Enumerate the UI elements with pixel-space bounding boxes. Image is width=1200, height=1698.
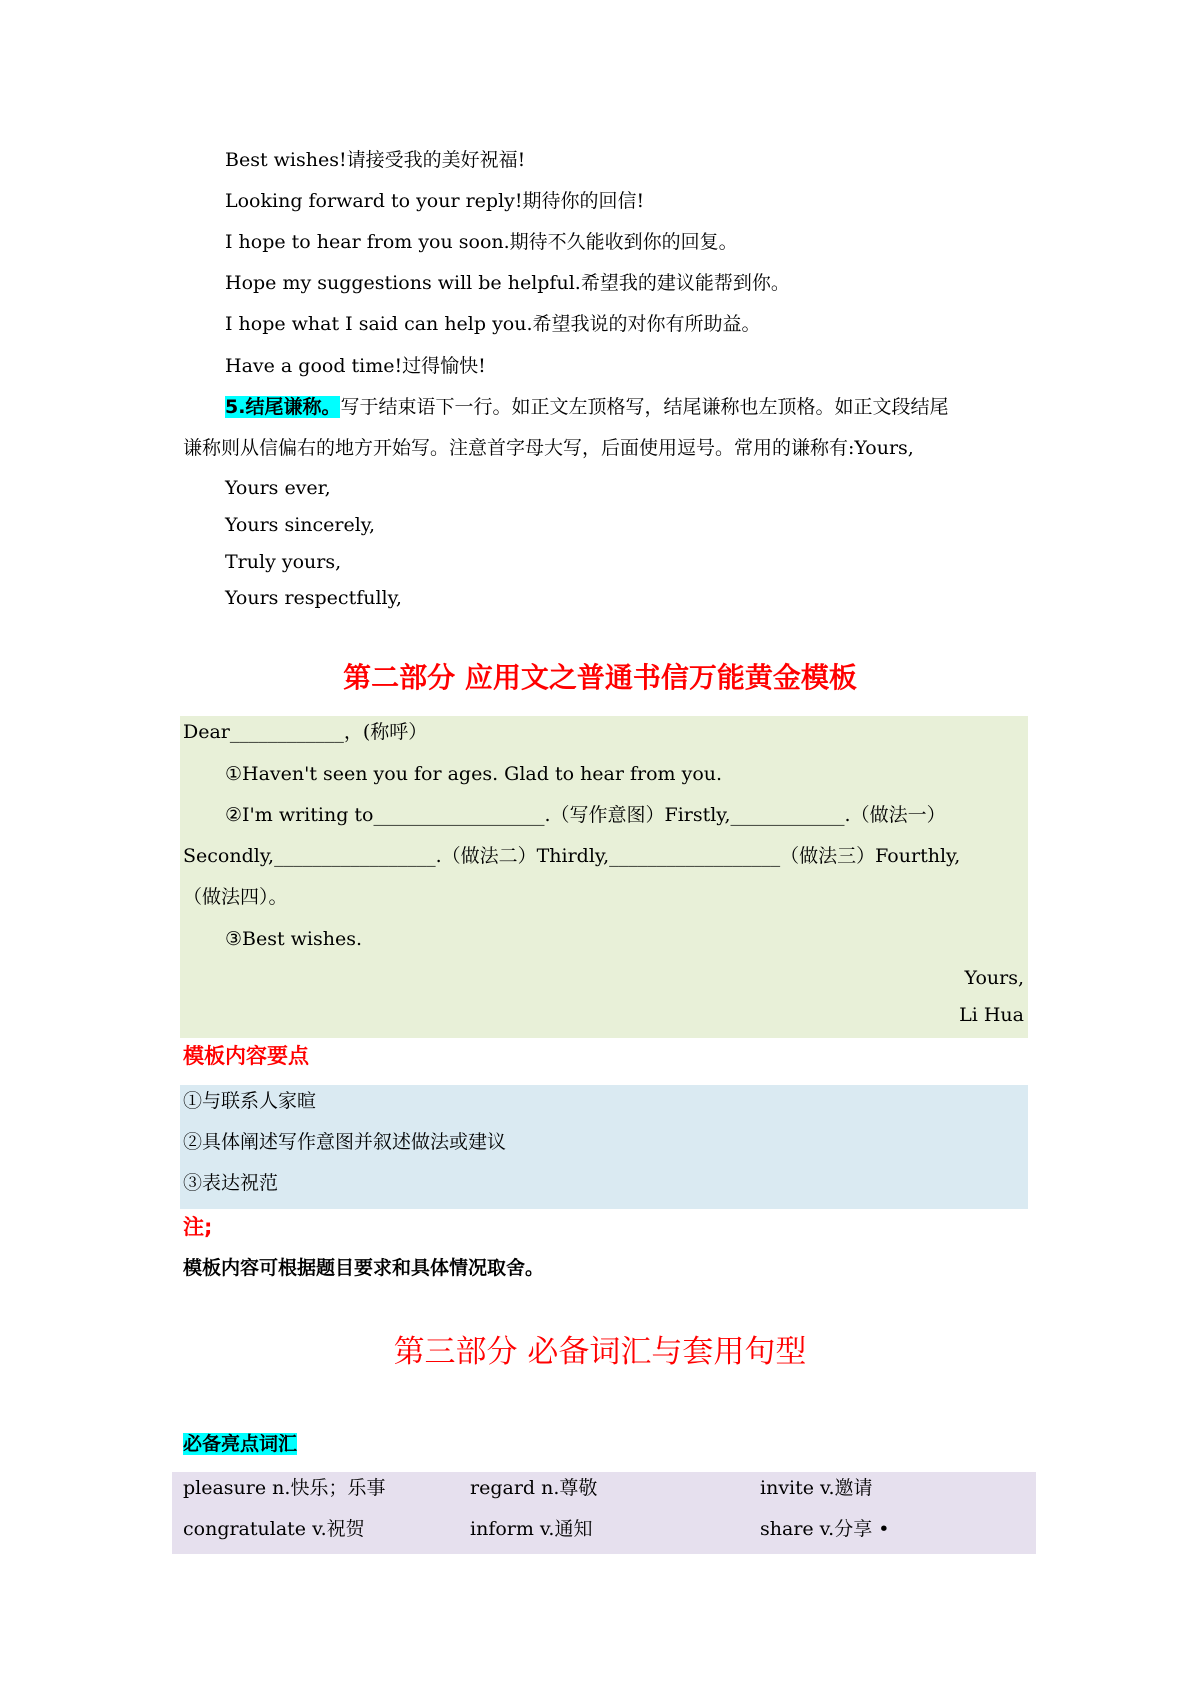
template-steps: Secondly,_________________.（做法二）Thirdly,__________________（做法三）Fourthly,	[183, 845, 961, 867]
item5-paragraph	[225, 395, 948, 419]
phrase-line: Hope my suggestions will be helpful.希望我的建议能帮到你。	[225, 272, 790, 294]
template-steps-cont: （做法四）。	[183, 886, 288, 908]
vocab-cell: invite v.邀请	[760, 1477, 873, 1499]
vocab-cell: share v.分享 •	[760, 1518, 890, 1540]
template-greeting: ①Haven't seen you for ages. Glad to hear from you.	[225, 763, 723, 785]
vocab-label-wrap	[183, 1432, 297, 1456]
phrase-line: Best wishes!请接受我的美好祝福!	[225, 149, 526, 171]
part2-heading: 第二部分 应用文之普通书信万能黄金模板	[343, 661, 857, 694]
point-item: ③表达祝范	[183, 1172, 279, 1194]
vocab-cell: regard n.尊敬	[470, 1477, 598, 1499]
closing-example: Yours sincerely,	[225, 514, 376, 536]
phrase-line: I hope what I said can help you.希望我说的对你有所助益。	[225, 313, 761, 335]
point-item: ①与联系人家暄	[183, 1090, 317, 1112]
phrase-line: Looking forward to your reply!期待你的回信!	[225, 190, 645, 212]
template-closing: Yours,	[964, 967, 1024, 989]
template-wishes: ③Best wishes.	[225, 928, 363, 950]
points-label: 模板内容要点	[183, 1044, 309, 1068]
closing-example: Yours respectfully,	[225, 587, 402, 609]
vocab-cell: pleasure n.快乐；乐事	[183, 1477, 386, 1499]
vocab-label: 必备亮点词汇	[183, 1433, 298, 1455]
phrase-line: Have a good time!过得愉快!	[225, 355, 486, 377]
template-purpose: ②I'm writing to__________________.（写作意图）Firstly,____________.（做法一）	[225, 804, 946, 826]
vocab-cell: inform v.通知	[470, 1518, 593, 1540]
vocab-cell: congratulate v.祝贺	[183, 1518, 365, 1540]
part3-heading: 第三部分 必备词汇与套用句型	[393, 1334, 807, 1370]
template-salutation: Dear____________，(称呼）	[183, 721, 428, 743]
template-signature: Li Hua	[959, 1004, 1024, 1026]
note-label: 注;	[183, 1215, 213, 1239]
closing-example: Truly yours,	[225, 551, 342, 573]
item5-label: 5.结尾谦称。	[225, 396, 341, 418]
point-item: ②具体阐述写作意图并叙述做法或建议	[183, 1131, 507, 1153]
note-text: 模板内容可根据题目要求和具体情况取舍。	[183, 1257, 545, 1279]
item5-text-line2: 谦称则从信偏右的地方开始写。注意首字母大写，后面使用逗号。常用的谦称有:Yours,	[183, 437, 914, 459]
phrase-line: I hope to hear from you soon.期待不久能收到你的回复。	[225, 231, 738, 253]
closing-example: Yours ever,	[225, 477, 331, 499]
item5-text-line1: 写于结束语下一行。如正文左顶格写，结尾谦称也左顶格。如正文段结尾	[340, 396, 949, 418]
